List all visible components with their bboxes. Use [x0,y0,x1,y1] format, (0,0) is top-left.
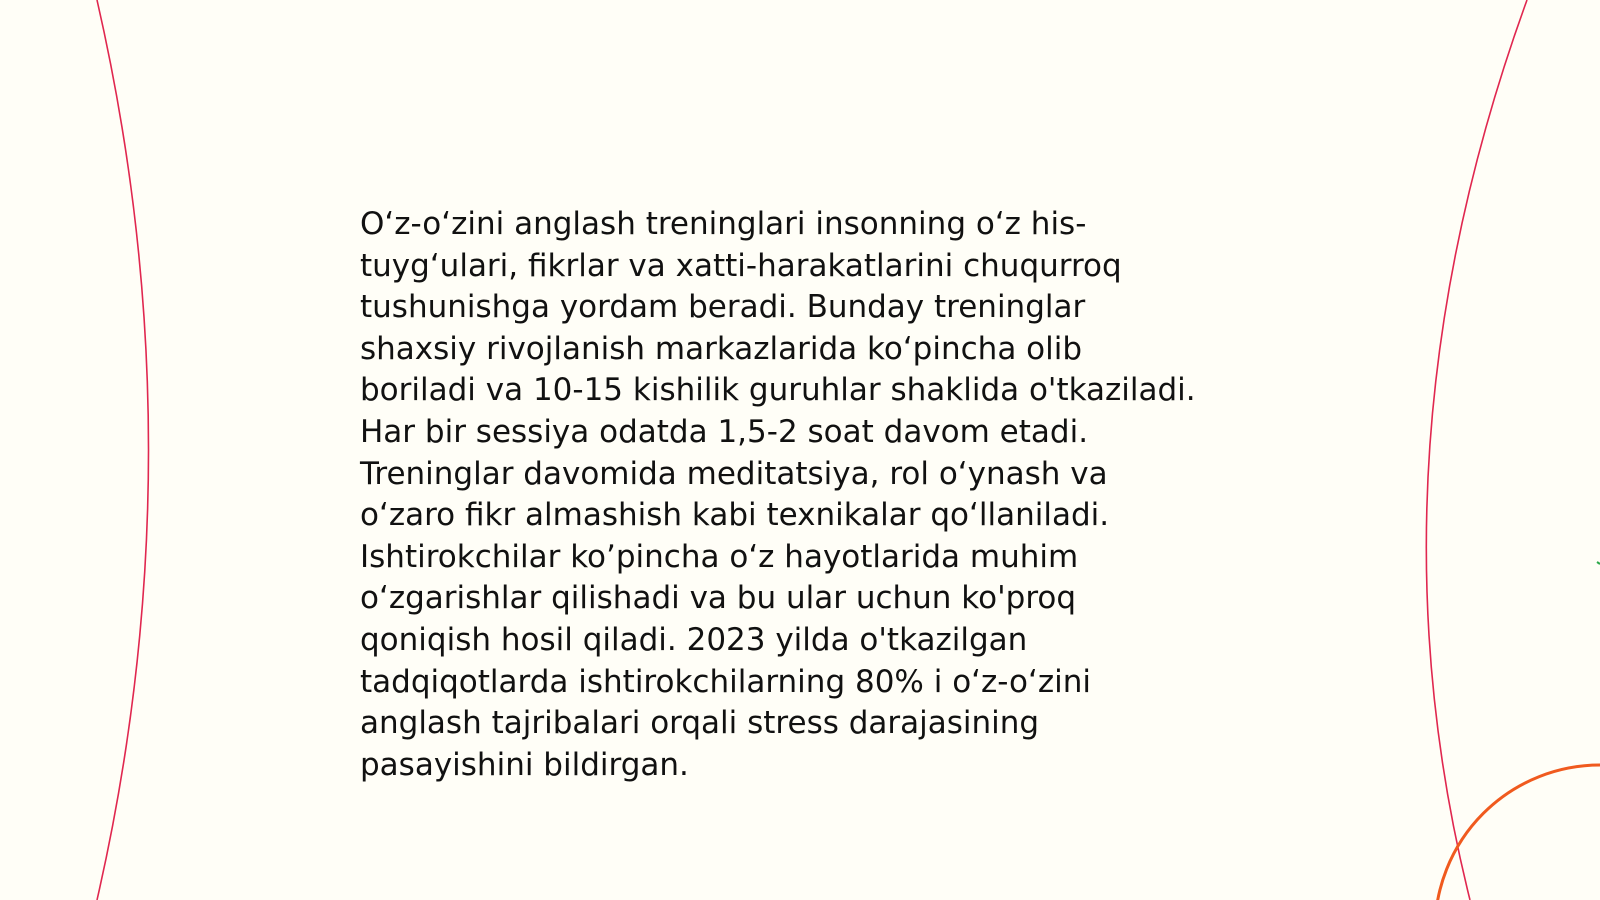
right-red-arc [1426,0,1527,900]
orange-circle-arc [1435,765,1600,900]
left-red-arc [97,0,149,900]
slide-paragraph: O‘z-o‘zini anglash treninglari insonning o‘z his- tuyg‘ulari, fikrlar va xatti-harakatlarini chuqurroq tushunishga yordam beradi. Bunday treninglar shaxsiy rivojlanish markazlarida ko‘pincha olib boriladi va 10-15 kishilik guruhlar shaklida o'tkaziladi. Har bir sessiya odatda 1,5-2 soat davom etadi. Treninglar davomida meditatsiya, rol o‘ynash va o‘zaro fikr almashish kabi texnikalar qo‘llaniladi. Ishtirokchilar ko’pincha o‘z hayotlarida muhim o‘zgarishlar qilishadi va bu ular uchun ko'proq qoniqish hosil qiladi. 2023 yilda o'tkazilgan tadqiqotlarda ishtirokchilarning 80% i o‘z-o‘zini anglash tajribalari orqali stress darajasining pasayishini bildirgan. [360,206,1196,783]
